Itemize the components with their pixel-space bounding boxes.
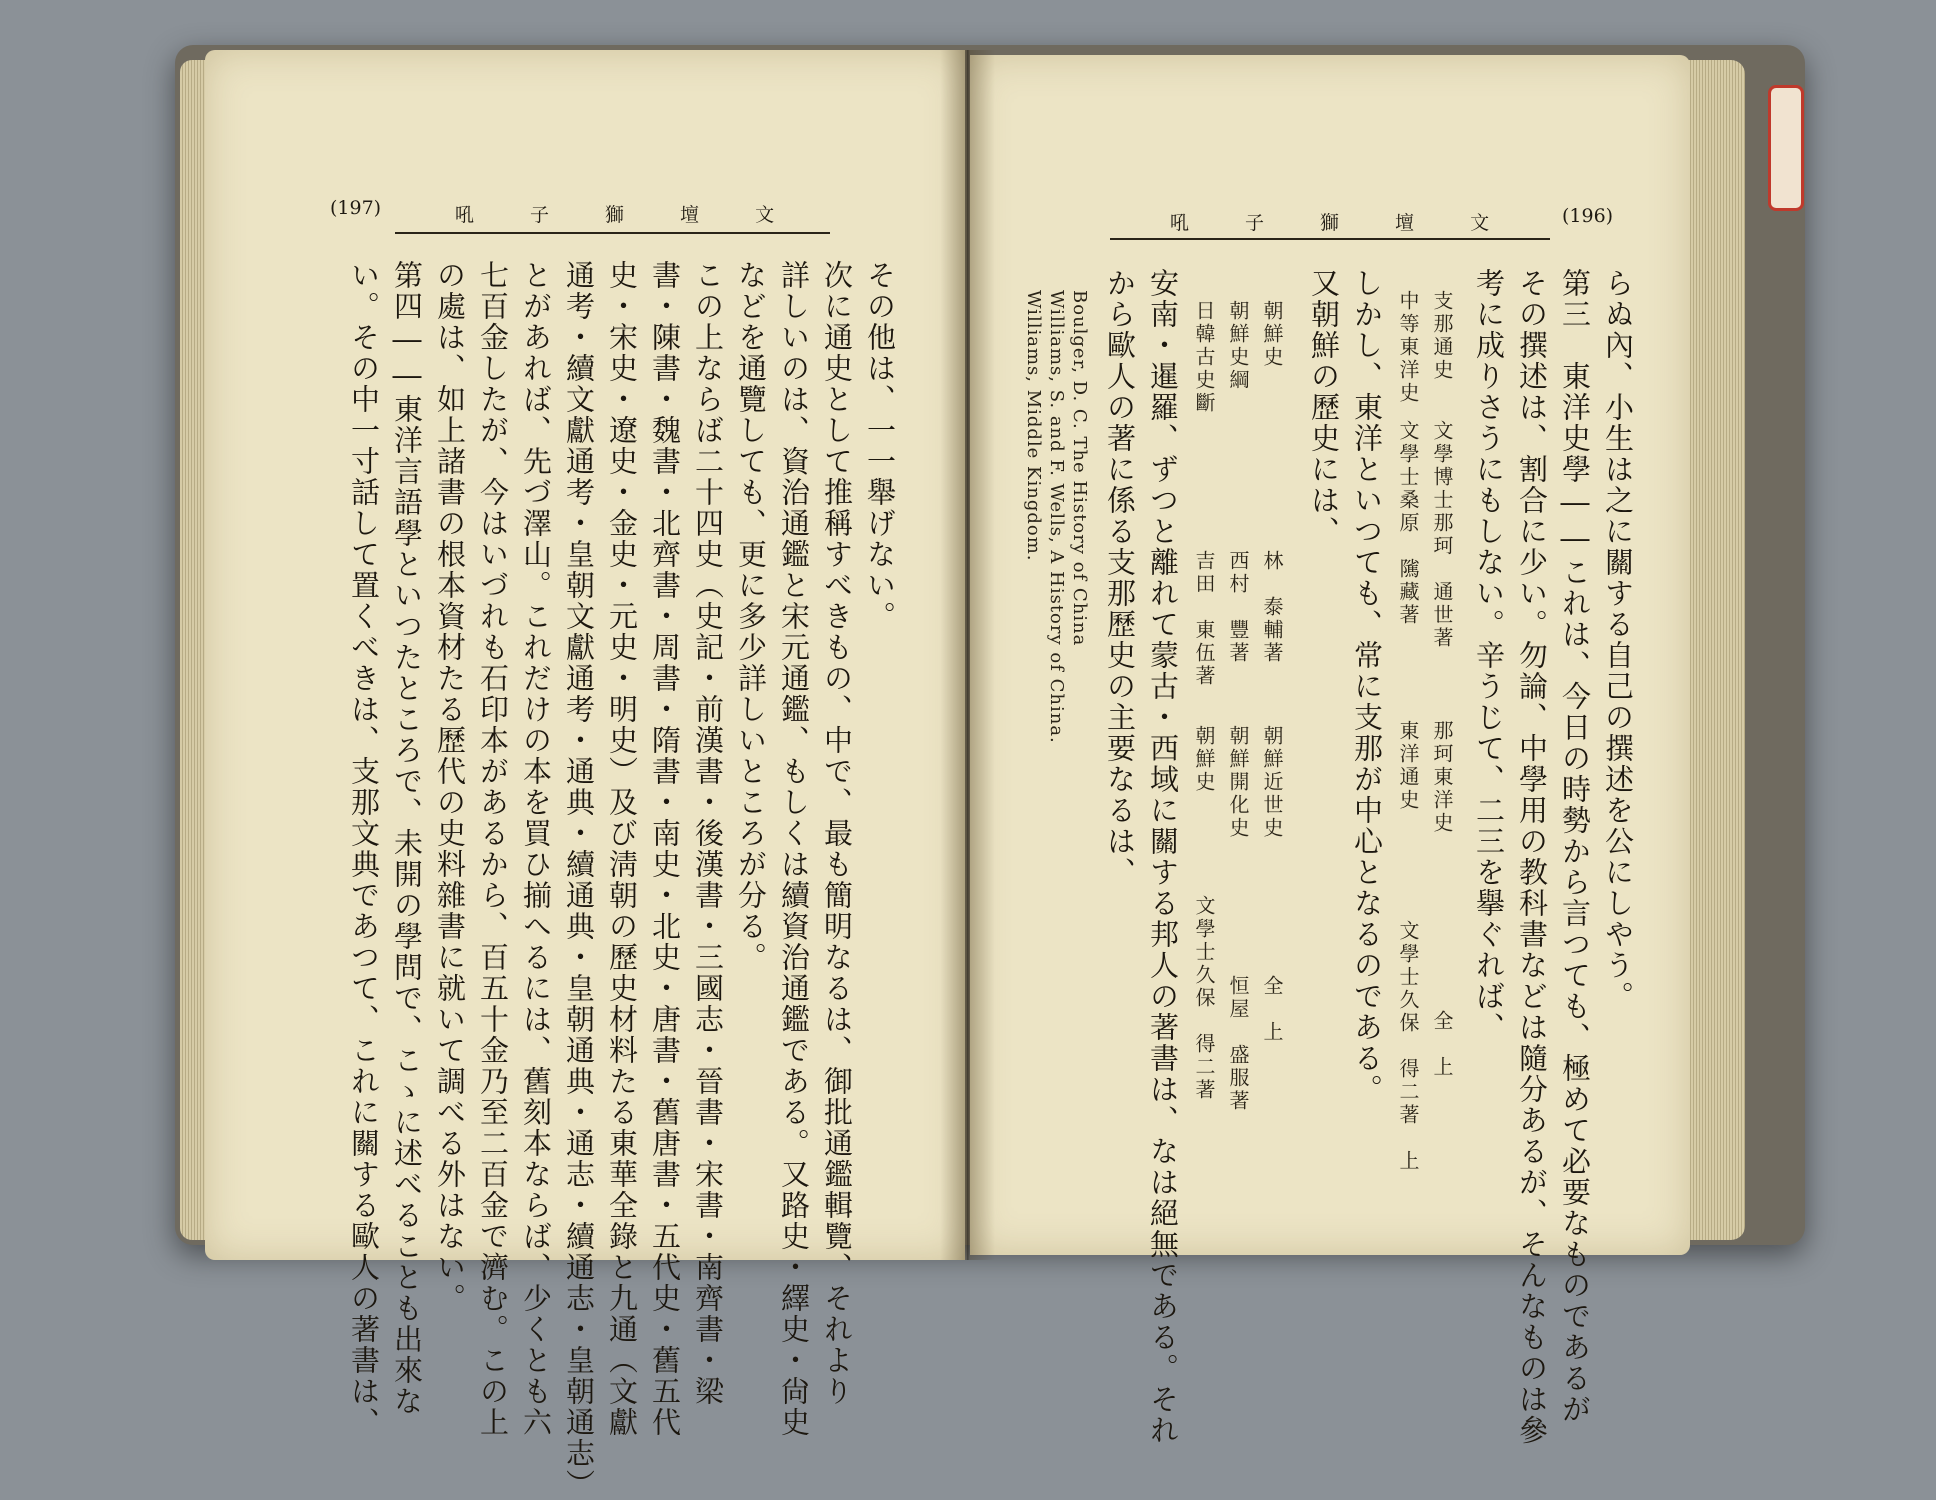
right-fore-edge	[1685, 60, 1745, 1240]
right-header-char: 壇	[1395, 212, 1417, 234]
right-text-column: しかし、東洋といつても、常に支那が中心となるのである。	[1350, 268, 1384, 1105]
left-text-column: 通考・續文獻通考・皇朝文獻通考・通典・續通典・皇朝通典・通志・續通志・皇朝通志）	[562, 260, 596, 1500]
right-header-char: 獅	[1320, 212, 1342, 234]
left-text-column: 七百金したが、今はいづれも石印本があるから、百五十金乃至二百金で濟む。この上	[476, 260, 510, 1438]
bookmark-tab	[1768, 85, 1804, 211]
book-list-extra: 恒屋 盛服著	[1226, 975, 1250, 1113]
left-header-char: 壇	[680, 204, 702, 226]
left-header-char: 吼	[455, 204, 477, 226]
left-header-rule	[395, 232, 830, 234]
right-header-rule	[1110, 238, 1550, 240]
book-list-title: 朝鮮史	[1192, 725, 1216, 794]
book-list-extra: 全 上	[1430, 1010, 1454, 1079]
book-list-extra: 全 上	[1260, 975, 1284, 1044]
right-header-char: 子	[1245, 212, 1267, 234]
right-header-char: 文	[1470, 212, 1492, 234]
left-text-column: その他は、一一舉げない。	[863, 260, 897, 632]
left-page-number: (197)	[330, 197, 382, 219]
right-text-column: 第三 東洋史學――これは、今日の時勢から言つても、極めて必要なものであるが	[1558, 268, 1592, 1425]
book-list-title: 朝鮮史	[1260, 300, 1284, 369]
book-list-title: 朝鮮近世史	[1260, 725, 1284, 840]
book-list-title: 日韓古史斷	[1192, 300, 1216, 415]
book-list-title: 朝鮮開化史	[1226, 725, 1250, 840]
book-list-author: 文學士桑原 隲藏著	[1396, 420, 1420, 627]
right-text-column: らぬ內、小生は之に關する自己の撰述を公にしやう。	[1601, 268, 1635, 1012]
book-list-title: 那珂東洋史	[1430, 720, 1454, 835]
left-text-column: 次に通史として推稱すべきもの、中で、最も簡明なるは、御批通鑑輯覽、それより	[820, 260, 854, 1407]
right-text-column: 安南・暹羅、ずつと離れて蒙古・西域に關する邦人の著書は、なは絕無である。それ	[1146, 268, 1180, 1446]
book-list-author: 文學博士那珂 通世著	[1430, 420, 1454, 650]
book-list-author: 西村 豐著	[1226, 550, 1250, 665]
right-running-header	[1170, 208, 1491, 235]
right-text-column: 考に成りさうにもしない。辛うじて、二三を擧ぐれば、	[1472, 268, 1506, 1043]
book-list-author: 吉田 東伍著	[1192, 550, 1216, 688]
left-text-column: この上ならば二十四史（史記・前漢書・後漢書・三國志・晉書・宋書・南齊書・梁	[691, 260, 725, 1407]
left-text-column: とがあれば、先づ澤山。これだけの本を買ひ揃へるには、舊刻本ならば、少くとも六	[519, 260, 553, 1438]
right-text-column: 又朝鮮の歷史には、	[1307, 268, 1341, 547]
left-text-column: などを通覽しても、更に多少詳しいところが分る。	[734, 260, 768, 973]
left-text-column: 書・陳書・魏書・北齊書・周書・隋書・南史・北史・唐書・舊唐書・五代史・舊五代	[648, 260, 682, 1438]
left-running-header	[455, 200, 776, 227]
right-page-number: (196)	[1562, 205, 1614, 227]
western-book-entry: Williams, Middle Kingdom.	[1023, 290, 1044, 562]
left-header-char: 獅	[605, 204, 627, 226]
book-list-title: 東洋通史	[1396, 720, 1420, 812]
book-list-extra: 文學士久保 得二著 上	[1396, 920, 1420, 1173]
right-text-column: その撰述は、割合に少い。勿論、中學用の教科書などは隨分あるが、そんなものは參	[1515, 268, 1549, 1446]
book-list-author: 林 泰輔著	[1260, 550, 1284, 665]
book-list-title: 中等東洋史	[1396, 290, 1420, 405]
left-text-column: 史・宋史・遼史・金史・元史・明史）及び淸朝の歷史材料たる東華全錄と九通（文獻	[605, 260, 639, 1438]
left-header-char: 子	[530, 204, 552, 226]
left-text-column: い。その中一寸話して置くべきは、支那文典であつて、これに關する歐人の著書は、	[347, 260, 381, 1438]
book-list-extra: 文學士久保 得二著	[1192, 895, 1216, 1102]
left-text-column: 詳しいのは、資治通鑑と宋元通鑑、もしくは續資治通鑑である。又路史・繹史・尙史	[777, 260, 811, 1438]
right-text-column: から歐人の著に係る支那歷史の主要なるは、	[1103, 268, 1137, 888]
right-header-char: 吼	[1170, 212, 1192, 234]
left-header-char: 文	[755, 204, 777, 226]
western-book-entry: Williams, S. and F. Wells, A History of China.	[1046, 290, 1067, 744]
left-text-column: の處は、如上諸書の根本資材たる歷代の史料雜書に就いて調べる外はない。	[433, 260, 467, 1314]
book-list-title: 支那通史	[1430, 290, 1454, 382]
left-text-column: 第四――東洋言語學といつたところで、未開の學問で、こゝに述べることも出來な	[390, 260, 424, 1417]
book-list-title: 朝鮮史綱	[1226, 300, 1250, 392]
western-book-entry: Boulger, D. C. The History of China	[1069, 290, 1090, 647]
